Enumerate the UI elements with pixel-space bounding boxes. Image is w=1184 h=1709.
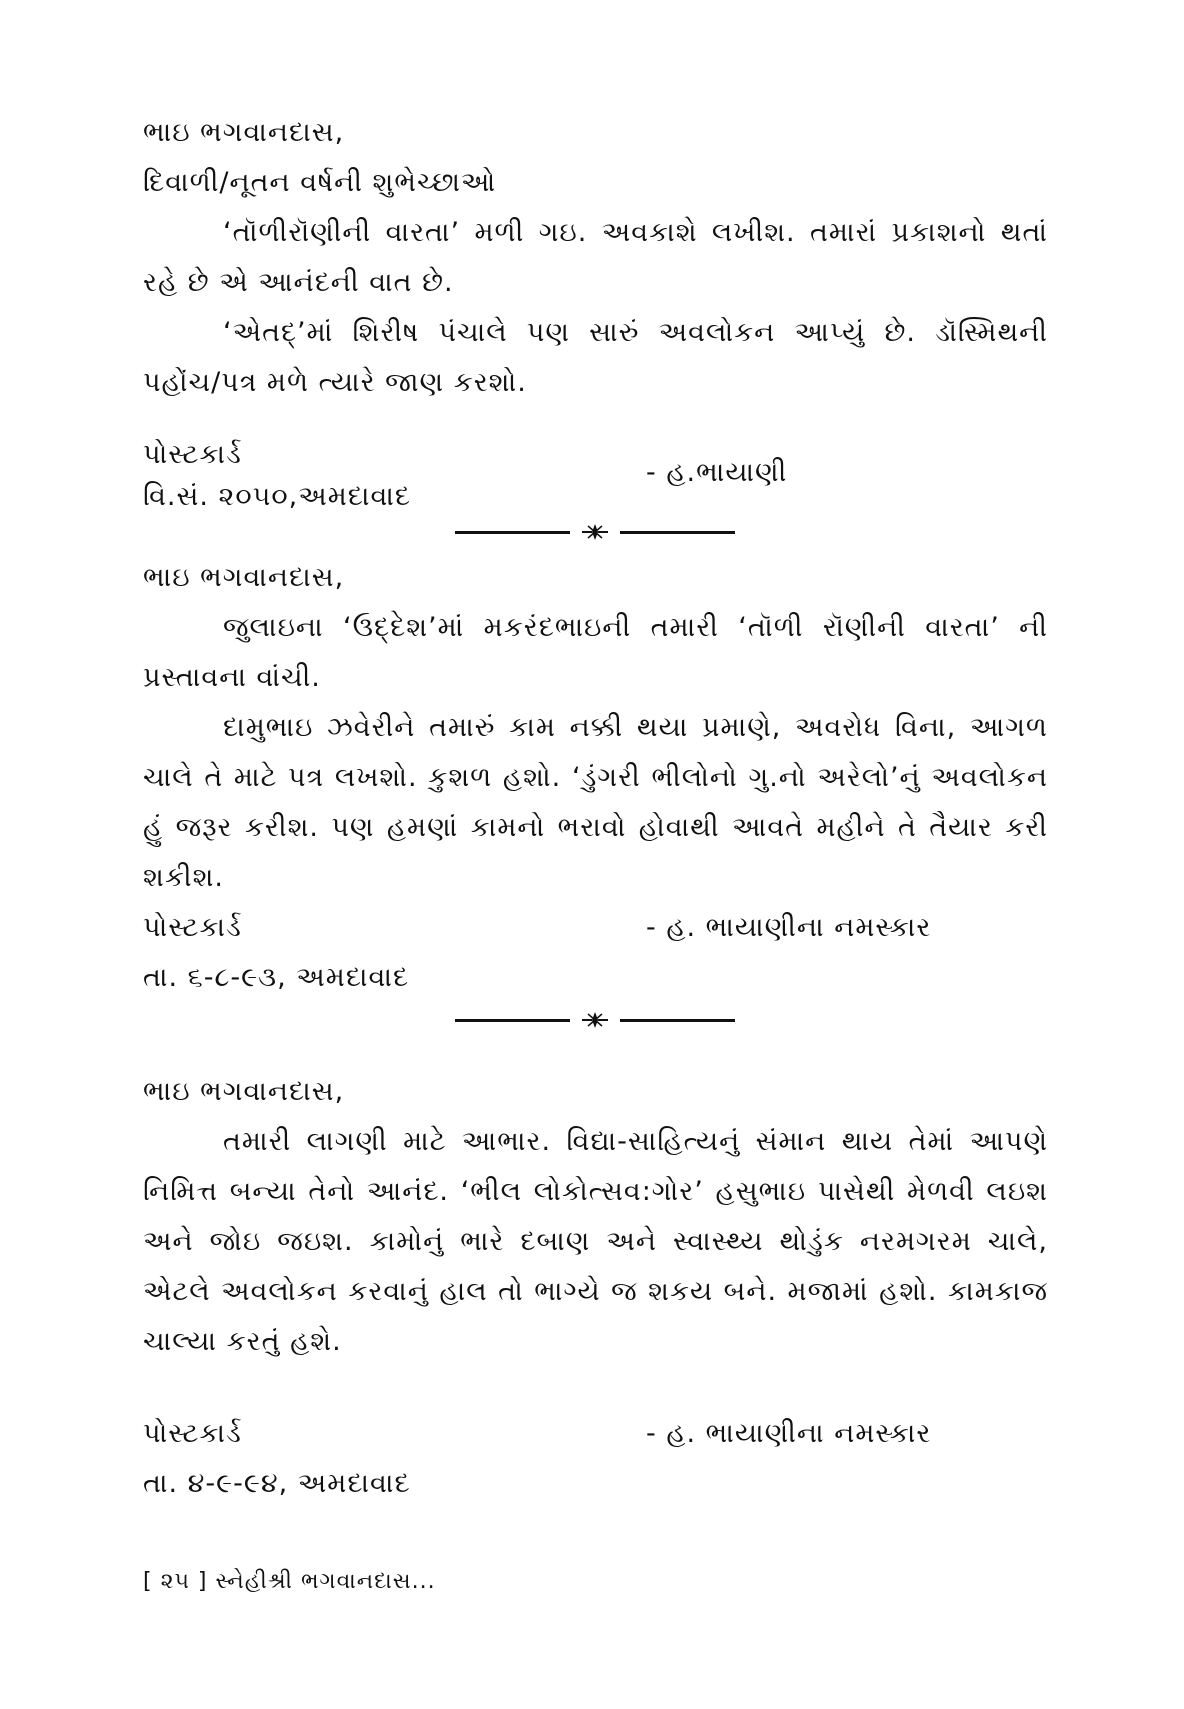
letter-footer	[143, 903, 1048, 953]
letter-2	[143, 553, 1048, 1003]
letter-signature: - હ. ભાયાણીના નમસ્કાર	[646, 1418, 932, 1449]
letter-date-place: વિ.સં. ૨૦૫૦,અમદાવાદ	[143, 481, 412, 512]
page-number: [ ૨૫ ]	[143, 1569, 208, 1594]
flourish-icon	[580, 1010, 610, 1030]
letter-salutation: ભાઇ ભગવાનદાસ,	[143, 1076, 345, 1107]
letter-paragraph: ‘એતદ્’માં શિરીષ પંચાલે પણ સારું અવલોકન આપ્યું છે. ડૉસ્મિથની પહોંચ/પત્ર મળે ત્યારે જાણ કરશો.	[143, 317, 1048, 398]
section-divider	[455, 1010, 735, 1030]
letter-date-place: તા. ૪-૯-૯૪, અમદાવાદ	[143, 1468, 411, 1499]
letter-footer	[143, 1409, 1048, 1459]
letter-paragraph: દામુભાઇ ઝવેરીને તમારું કામ નક્કી થયા પ્રમાણે, અવરોધ વિના, આગળ ચાલે તે માટે પત્ર લખશો. કુશળ હશો. ‘ડુંગરી ભીલોનો ગુ.નો અરેલો’નું અવલોકન હું જરૂર કરીશ. પણ હમણાં કામનો ભરાવો હોવાથી આવતે મહીને તે તૈયાર કરી શકીશ.	[143, 712, 1048, 893]
letter-salutation: ભાઇ ભગવાનદાસ,	[143, 117, 345, 148]
letter-3	[143, 1067, 1048, 1509]
letter-greeting: દિવાળી/નૂતન વર્ષની શુભેચ્છાઓ	[143, 167, 497, 198]
letter-paragraph: જુલાઇના ‘ઉદ્દેશ’માં મકરંદભાઇની તમારી ‘તૉળી રૉણીની વારતા’ ની પ્રસ્તાવના વાંચી.	[143, 612, 1048, 693]
letter-paragraph: ‘તૉળીરૉણીની વારતા’ મળી ગઇ. અવકાશે લખીશ. તમારાં પ્રકાશનો થતાં રહે છે એ આનંદની વાત છે.	[143, 217, 1048, 298]
letter-signature: - હ. ભાયાણીના નમસ્કાર	[646, 912, 932, 943]
section-divider	[455, 522, 735, 542]
letter-salutation: ભાઇ ભગવાનદાસ,	[143, 562, 345, 593]
letter-signature: - હ.ભાયાણી	[646, 457, 788, 488]
letter-footer	[143, 430, 1048, 510]
running-title: સ્નેહીશ્રી ભગવાનદાસ...	[215, 1569, 436, 1594]
letter-type: પોસ્ટકાર્ડ	[143, 439, 242, 470]
page-footer	[143, 1567, 436, 1597]
letter-1	[143, 108, 1048, 510]
letter-date-place: તા. ૬-૮-૯૩, અમદાવાદ	[143, 962, 410, 993]
flourish-icon	[580, 522, 610, 542]
letter-type: પોસ્ટકાર્ડ	[143, 1418, 242, 1449]
letter-type: પોસ્ટકાર્ડ	[143, 912, 242, 943]
letter-paragraph: તમારી લાગણી માટે આભાર. વિદ્યા-સાહિત્યનું સંમાન થાય તેમાં આપણે નિમિત્ત બન્યા તેનો આનંદ. ‘ભીલ લોકોત્સવ:ગોર’ હસુભાઇ પાસેથી મેળવી લઇશ અને જોઇ જઇશ. કામોનું ભારે દબાણ અને સ્વાસ્થ્ય થોડુંક નરમગરમ ચાલે, એટલે અવલોકન કરવાનું હાલ તો ભાગ્યે જ શકય બને. મજામાં હશો. કામકાજ ચાલ્યા કરતું હશે.	[143, 1126, 1048, 1357]
